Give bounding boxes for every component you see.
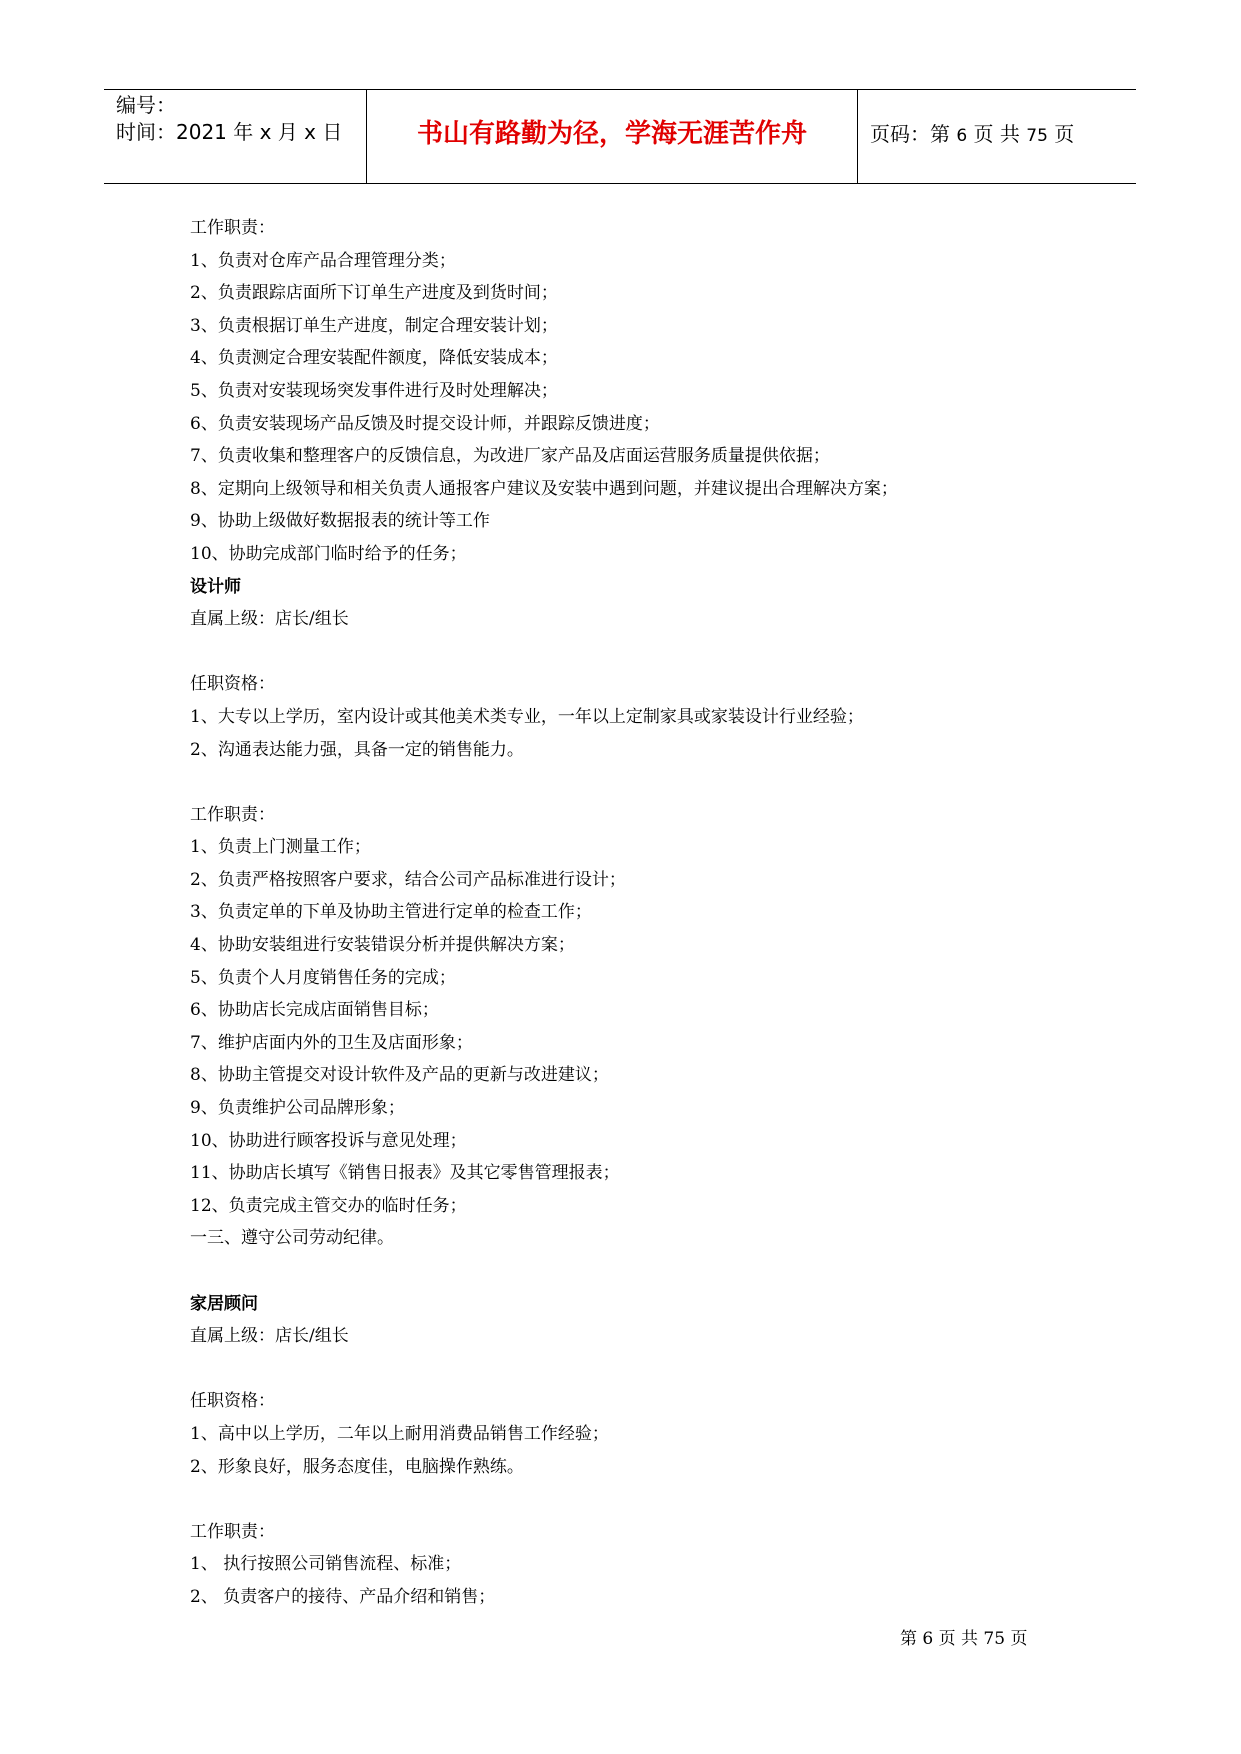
section-heading: 设计师 xyxy=(190,576,241,597)
body-line: 7、维护店面内外的卫生及店面形象； xyxy=(190,1032,473,1053)
body-line: 4、负责测定合理安装配件额度，降低安装成本； xyxy=(190,348,558,369)
document-number-label: 编号： xyxy=(116,93,176,117)
body-line: 9、协助上级做好数据报表的统计等工作 xyxy=(190,511,490,532)
body-line: 10、协助进行顾客投诉与意见处理； xyxy=(190,1130,467,1151)
body-line: 3、负责定单的下单及协助主管进行定单的检查工作； xyxy=(190,902,592,923)
body-line: 6、协助店长完成店面销售目标； xyxy=(190,1000,439,1021)
section-heading: 家居顾问 xyxy=(190,1293,258,1314)
body-line: 5、负责个人月度销售任务的完成； xyxy=(190,967,456,988)
body-line: 7、负责收集和整理客户的反馈信息，为改进厂家产品及店面运营服务质量提供依据； xyxy=(190,446,830,467)
blank-line xyxy=(190,1483,1050,1516)
header-meta-cell xyxy=(104,90,366,183)
body-line: 工作职责： xyxy=(190,1521,275,1542)
document-body xyxy=(190,212,1050,1614)
body-line: 2、沟通表达能力强，具备一定的销售能力。 xyxy=(190,739,524,760)
blank-line xyxy=(190,766,1050,799)
page-footer: 第 6 页 共 75 页 xyxy=(900,1629,1028,1649)
header-page-number xyxy=(870,122,1074,148)
body-line: 1、 执行按照公司销售流程、标准； xyxy=(190,1554,462,1575)
body-line: 直属上级：店长/组长 xyxy=(190,1326,349,1347)
body-line: 2、 负责客户的接待、产品介绍和销售； xyxy=(190,1586,496,1607)
body-line: 11、协助店长填写《销售日报表》及其它零售管理报表； xyxy=(190,1163,620,1184)
body-line: 1、负责上门测量工作； xyxy=(190,837,371,858)
page-middle: 页 共 xyxy=(967,122,1027,146)
body-line: 5、负责对安装现场突发事件进行及时处理解决； xyxy=(190,380,558,401)
body-line: 直属上级：店长/组长 xyxy=(190,609,349,630)
body-line: 2、负责跟踪店面所下订单生产进度及到货时间； xyxy=(190,283,558,304)
body-line: 一三、遵守公司劳动纪律。 xyxy=(190,1228,394,1249)
blank-line xyxy=(190,1255,1050,1288)
header-page-cell xyxy=(858,90,1136,183)
body-line: 12、负责完成主管交办的临时任务； xyxy=(190,1195,467,1216)
body-line: 3、负责根据订单生产进度，制定合理安装计划； xyxy=(190,315,558,336)
blank-line xyxy=(190,1353,1050,1386)
body-line: 4、协助安装组进行安装错误分析并提供解决方案； xyxy=(190,935,575,956)
body-line: 8、定期向上级领导和相关负责人通报客户建议及安装中遇到问题，并建议提出合理解决方案； xyxy=(190,478,898,499)
header-motto: 书山有路勤为径，学海无涯苦作舟 xyxy=(416,119,807,149)
body-line: 1、大专以上学历，室内设计或其他美术类专业，一年以上定制家具或家装设计行业经验； xyxy=(190,706,864,727)
blank-line xyxy=(190,636,1050,669)
body-line: 1、负责对仓库产品合理管理分类； xyxy=(190,250,456,271)
body-line: 任职资格： xyxy=(190,674,275,695)
page-current: 6 xyxy=(956,126,968,146)
header-motto-cell xyxy=(366,90,858,183)
page-suffix: 页 xyxy=(1047,122,1075,146)
body-line: 9、负责维护公司品牌形象； xyxy=(190,1098,405,1119)
page-total: 75 xyxy=(1026,126,1048,146)
body-line: 6、负责安装现场产品反馈及时提交设计师，并跟踪反馈进度； xyxy=(190,413,660,434)
body-line: 8、协助主管提交对设计软件及产品的更新与改进建议； xyxy=(190,1065,609,1086)
body-line: 2、负责严格按照客户要求，结合公司产品标准进行设计； xyxy=(190,869,626,890)
page-header xyxy=(104,89,1136,184)
body-line: 10、协助完成部门临时给予的任务； xyxy=(190,543,467,564)
body-line: 工作职责： xyxy=(190,218,275,238)
page-prefix: 页码：第 xyxy=(870,122,957,146)
body-line: 任职资格： xyxy=(190,1391,275,1412)
document-time: 时间：2021 年 x 月 x 日 xyxy=(116,120,343,144)
body-line: 1、高中以上学历，二年以上耐用消费品销售工作经验； xyxy=(190,1423,609,1444)
body-line: 工作职责： xyxy=(190,804,275,825)
body-line: 2、形象良好，服务态度佳，电脑操作熟练。 xyxy=(190,1456,524,1477)
